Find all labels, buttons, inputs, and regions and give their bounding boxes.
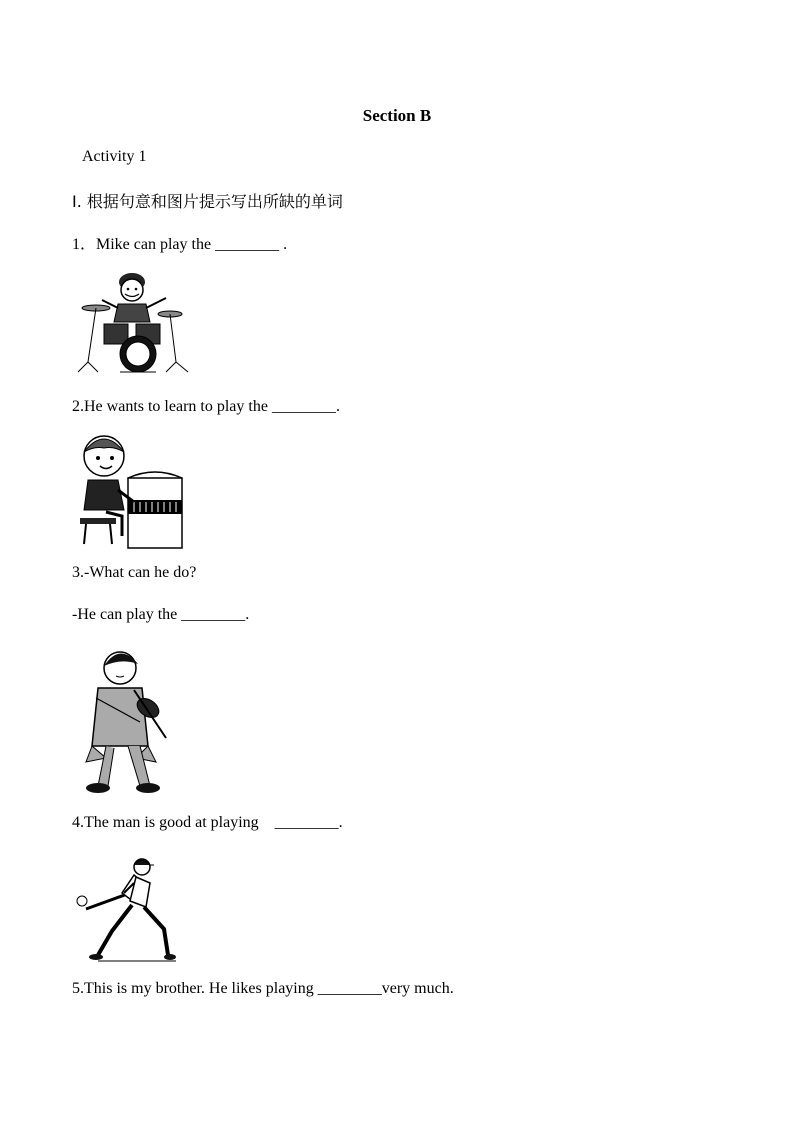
- question-3: 3.-What can he do?: [72, 564, 197, 581]
- piano-player-icon: [76, 430, 188, 550]
- question-3-answer-line: -He can play the ________.: [72, 606, 250, 623]
- activity-label: Activity 1: [82, 148, 147, 165]
- instruction-text: I. 根据句意和图片提示写出所缺的单词: [72, 192, 343, 211]
- violin-player-icon: [76, 646, 172, 798]
- question-1: 1．Mike can play the ________ .: [72, 236, 288, 253]
- section-title: Section B: [362, 106, 432, 125]
- question-4: 4.The man is good at playing ________.: [72, 814, 343, 831]
- question-2: 2.He wants to learn to play the ________.: [72, 398, 340, 415]
- question-5: 5.This is my brother. He likes playing ________very much.: [72, 980, 454, 997]
- baseball-batter-icon: [74, 855, 178, 965]
- drums-player-icon: [74, 262, 192, 376]
